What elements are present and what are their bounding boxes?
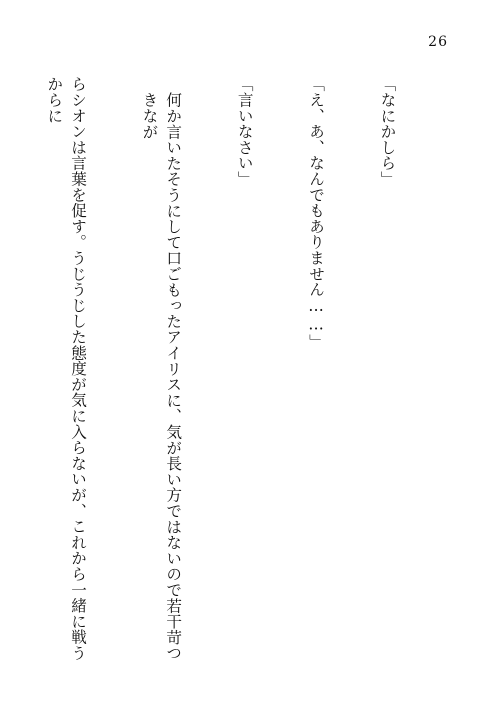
text-line: 「なにかしら」: [378, 76, 397, 187]
text-line: 「言いなさい」: [235, 76, 254, 187]
text-line: 「え、あ、なんでもありません……」: [307, 76, 326, 350]
text-line: らシオンは言葉を促す。うじうじした態度が気に入らないが、これから一緒に戦うからに: [45, 76, 88, 661]
page-number: 26: [428, 34, 448, 50]
text-line: 何か言いたそうにして口ごもったアイリスに、気が長い方ではないので若干苛つきなが: [140, 91, 183, 661]
body-text: [45, 76, 446, 664]
